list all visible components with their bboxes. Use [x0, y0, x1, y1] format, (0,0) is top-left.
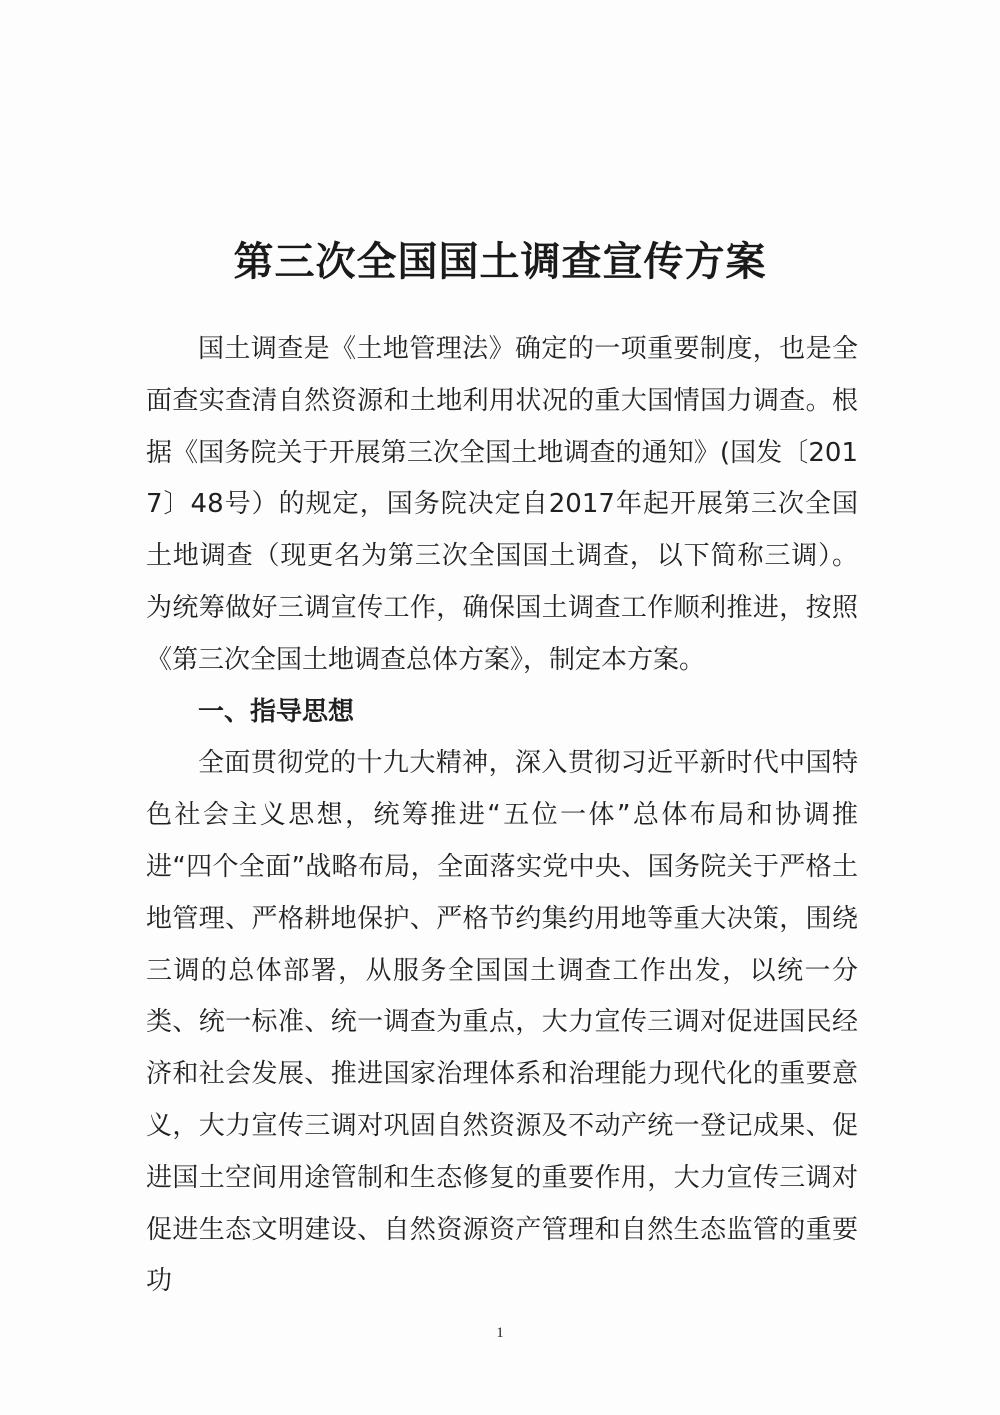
intro-paragraph: 国土调查是《土地管理法》确定的一项重要制度，也是全面查实查清自然资源和土地利用状况的重大国情国力调查。根据《国务院关于开展第三次全国土地调查的通知》(国发〔2017〕48号）的规定，国务院决定自2017年起开展第三次全国土地调查（现更名为第三次全国国土调查，以下简称三调）。为统筹做好三调宣传工作，确保国土调查工作顺利推进，按照《第三次全国土地调查总体方案》，制定本方案。 [146, 334, 858, 675]
section-paragraph: 全面贯彻党的十九大精神，深入贯彻习近平新时代中国特色社会主义思想，统筹推进“五位一体”总体布局和协调推进“四个全面”战略布局，全面落实党中央、国务院关于严格土地管理、严格耕地保护、严格节约集约用地等重大决策，围绕三调的总体部署，从服务全国国土调查工作出发，以统一分类、统一标准、统一调查为重点，大力宣传三调对促进国民经济和社会发展、推进国家治理体系和治理能力现代化的重要意义，大力宣传三调对巩固自然资源及不动产统一登记成果、促进国土空间用途管制和生态修复的重要作用，大力宣传三调对促进生态文明建设、自然资源资产管理和自然生态监管的重要功 [146, 748, 858, 1297]
document-title: 第三次全国国土调查宣传方案 [233, 238, 767, 285]
document-body [146, 324, 858, 1308]
page-number: 1 [496, 1325, 504, 1341]
section-heading: 一、指导思想 [198, 696, 355, 727]
